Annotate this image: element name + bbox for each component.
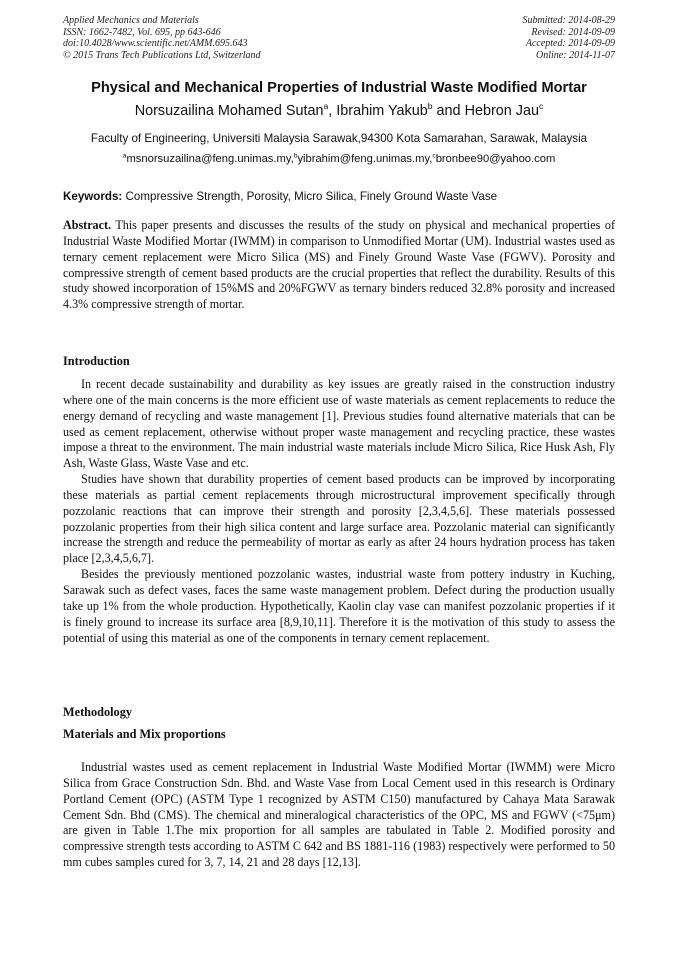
introduction-heading: Introduction [63, 354, 130, 368]
introduction-body [63, 377, 615, 646]
author-name: Ibrahim Yakub [336, 103, 428, 119]
email-sup: b [293, 152, 298, 160]
abstract-text: This paper presents and discusses the results of the study on physical and mechanical properties of Industrial Waste Modified Mortar (IWMM) in comparison to Unmodified Mortar (UM). Industrial wastes used as ternary cement replacement were Micro Silica (MS) and Finely Ground Waste Vase (FGWV). Porosity and compressive strength of cement based products are the crucial properties that reflect the durability. Results of this study showed incorporation of 15%MS and 20%FGWV as ternary binders reduced 32.8% porosity and increased 4.3% compressive strength of mortar. [63, 218, 615, 312]
email-address: bronbee90@yahoo.com [435, 153, 556, 165]
methodology-heading: Methodology [63, 705, 132, 719]
keywords [63, 190, 615, 203]
paper-title: Physical and Mechanical Properties of Industrial Waste Modified Mortar [91, 80, 587, 96]
author-separator: and [432, 103, 465, 119]
journal-doi: doi:10.4028/www.scientific.net/AMM.695.643 [63, 38, 248, 50]
email-list [0, 153, 678, 165]
author-sup: a [323, 101, 329, 112]
author-sup: c [538, 101, 544, 112]
paragraph: In recent decade sustainability and durability as key issues are greatly raised in the construction industry where one of the main concerns is the more efficient use of waste materials as cement replacements to reduce the energy demand of recycling and waste management [1]. Previous studies found alternative materials that can be used as cement replacement, otherwise without proper waste management and recycling practice, these wastes impose a threat to the environment. The main industrial waste materials include Micro Silica, Rice Husk Ash, Fly Ash, Waste Glass, Waste Vase and etc. [63, 377, 615, 471]
methodology-body [63, 760, 615, 871]
abstract-label: Abstract. [63, 218, 112, 232]
journal-copyright: © 2015 Trans Tech Publications Ltd, Switzerland [63, 49, 261, 61]
affiliation: Faculty of Engineering, Universiti Malaysia Sarawak,94300 Kota Samarahan, Sarawak, Malaysia [90, 132, 588, 145]
paragraph: Besides the previously mentioned pozzolanic wastes, industrial waste from pottery industry in Kuching, Sarawak such as defect vases, faces the same waste management problem. Defect during the production usually take up 1% from the whole production. Hypothetically, Kaolin clay vase can manifest pozzolanic properties if it is finely ground to increase its surface area [8,9,10,11]. Therefore it is the motivation of this study to assess the potential of using this material as one of the components in ternary cement replacement. [63, 567, 615, 645]
paragraph: Studies have shown that durability properties of cement based products can be improved by incorporating these materials as partial cement replacements through microstructural improvement specifically through pozzolanic reactions that can improve their strength and porosity [2,3,4,5,6]. These materials possessed pozzolanic properties from their high silica content and large surface area. Pozzolanic material can significantly increase the strength and reduce the permeability of mortar as early as after 24 hours hydration process has taken place [2,3,4,5,6,7]. [63, 472, 615, 566]
journal-name: Applied Mechanics and Materials [63, 15, 199, 26]
email-sup: c [432, 152, 436, 160]
date-submitted: Submitted: 2014-08-29 [522, 15, 615, 26]
keywords-label: Keywords: [63, 190, 123, 203]
abstract [63, 218, 615, 313]
author-name: Norsuzailina Mohamed Sutan [134, 103, 324, 119]
email-address: msnorsuzailina@feng.unimas.my, [126, 153, 294, 165]
keywords-text: Compressive Strength, Porosity, Micro Silica, Finely Ground Waste Vase [125, 190, 498, 203]
author-name: Hebron Jau [464, 103, 539, 119]
date-accepted: Accepted: 2014-09-09 [525, 38, 615, 50]
author-sup: b [427, 101, 433, 112]
journal-issn: ISSN: 1662-7482, Vol. 695, pp 643-646 [63, 26, 221, 38]
author-list [0, 103, 678, 119]
date-revised: Revised: 2014-09-09 [531, 26, 615, 38]
author-separator: , [328, 103, 337, 119]
materials-subheading: Materials and Mix proportions [63, 727, 226, 741]
email-sup: a [122, 152, 127, 160]
journal-info [63, 15, 261, 61]
email-address: yibrahim@feng.unimas.my, [297, 153, 433, 165]
paragraph: Industrial wastes used as cement replacement in Industrial Waste Modified Mortar (IWMM) were Micro Silica from Grace Construction Sdn. Bhd. and Waste Vase from Local Cement used in this research is Ordinary Portland Cement (OPC) (ASTM Type 1 recognized by ASTM C150) manufactured by Cahaya Mata Sarawak Cement Sdn. Bhd (CMS). The chemical and mineralogical characteristics of the OPC, MS and FGWV (<75μm) are given in Table 1.The mix proportion for all samples are tabulated in Table 2. Modified porosity and compressive strength tests according to ASTM C 642 and BS 1881-116 (1983) respectively were performed to 50 mm cubes samples cured for 3, 7, 14, 21 and 28 days [12,13]. [63, 760, 615, 870]
submission-dates [523, 15, 616, 61]
date-online: Online: 2014-11-07 [536, 49, 615, 61]
